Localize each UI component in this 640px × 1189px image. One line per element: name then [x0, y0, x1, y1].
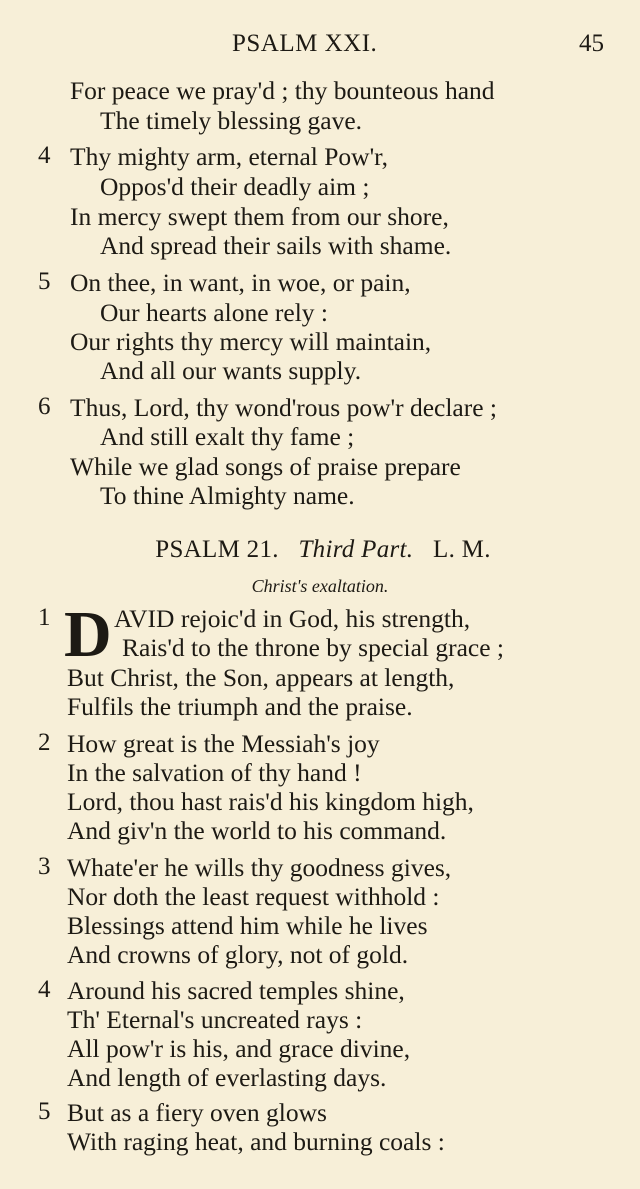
psalm-part: Third Part.	[298, 536, 414, 563]
verse-line: And still exalt thy fame ;	[100, 422, 355, 451]
verse-line: Our rights thy mercy will maintain,	[70, 327, 432, 356]
verse-number: 5	[38, 268, 51, 295]
verse-number: 6	[38, 393, 51, 420]
running-head: PSALM XXI.	[232, 30, 378, 57]
verse-line: With raging heat, and burning coals :	[67, 1127, 445, 1156]
verse-line: Blessings attend him while he lives	[67, 911, 428, 940]
verse-line: And spread their sails with shame.	[100, 231, 452, 260]
psalm-label: PSALM 21.	[155, 536, 279, 563]
verse-line: AVID rejoic'd in God, his strength,	[114, 604, 471, 633]
verse-line: And length of everlasting days.	[67, 1063, 387, 1092]
verse-line: On thee, in want, in woe, or pain,	[70, 268, 411, 297]
verse-number: 4	[38, 142, 51, 169]
drop-cap: D	[64, 598, 112, 671]
verse-line: Our hearts alone rely :	[100, 298, 328, 327]
verse-line: Th' Eternal's uncreated rays :	[67, 1005, 363, 1034]
verse-number: 3	[38, 853, 51, 880]
verse-line: All pow'r is his, and grace divine,	[67, 1034, 411, 1063]
verse-line: Oppos'd their deadly aim ;	[100, 172, 370, 201]
verse-number: 2	[38, 729, 51, 756]
verse-line: But as a fiery oven glows	[67, 1098, 327, 1127]
page-number: 45	[579, 30, 604, 57]
verse-line: To thine Almighty name.	[100, 481, 355, 510]
verse-number: 4	[38, 976, 51, 1003]
verse-line: Lord, thou hast rais'd his kingdom high,	[67, 787, 474, 816]
verse-number: 5	[38, 1098, 51, 1125]
verse-line: And crowns of glory, not of gold.	[67, 940, 409, 969]
verse-line: Rais'd to the throne by special grace ;	[122, 633, 505, 662]
verse-line: In mercy swept them from our shore,	[70, 202, 449, 231]
verse-line: Around his sacred temples shine,	[67, 976, 405, 1005]
verse-line: But Christ, the Son, appears at length,	[67, 663, 455, 692]
verse-line: While we glad songs of praise prepare	[70, 452, 461, 481]
verse-line: Thus, Lord, thy wond'rous pow'r declare ;	[70, 393, 498, 422]
verse-line: The timely blessing gave.	[100, 106, 363, 135]
verse-line: And giv'n the world to his command.	[67, 816, 447, 845]
verse-line: For peace we pray'd ; thy bounteous hand	[70, 76, 495, 105]
verse-line: Thy mighty arm, eternal Pow'r,	[70, 142, 389, 171]
psalm-meter: L. M.	[433, 536, 491, 563]
verse-line: And all our wants supply.	[100, 356, 362, 385]
verse-line: Fulfils the triumph and the praise.	[67, 692, 413, 721]
psalm-subtitle: Christ's exaltation.	[251, 576, 389, 596]
page-header	[0, 30, 640, 66]
psalm-heading	[0, 536, 640, 564]
verse-line: In the salvation of thy hand !	[67, 758, 362, 787]
verse-number: 1	[38, 604, 51, 631]
verse-line: Nor doth the least request withhold :	[67, 882, 440, 911]
verse-line: How great is the Messiah's joy	[67, 729, 380, 758]
verse-line: Whate'er he wills thy goodness gives,	[67, 853, 452, 882]
